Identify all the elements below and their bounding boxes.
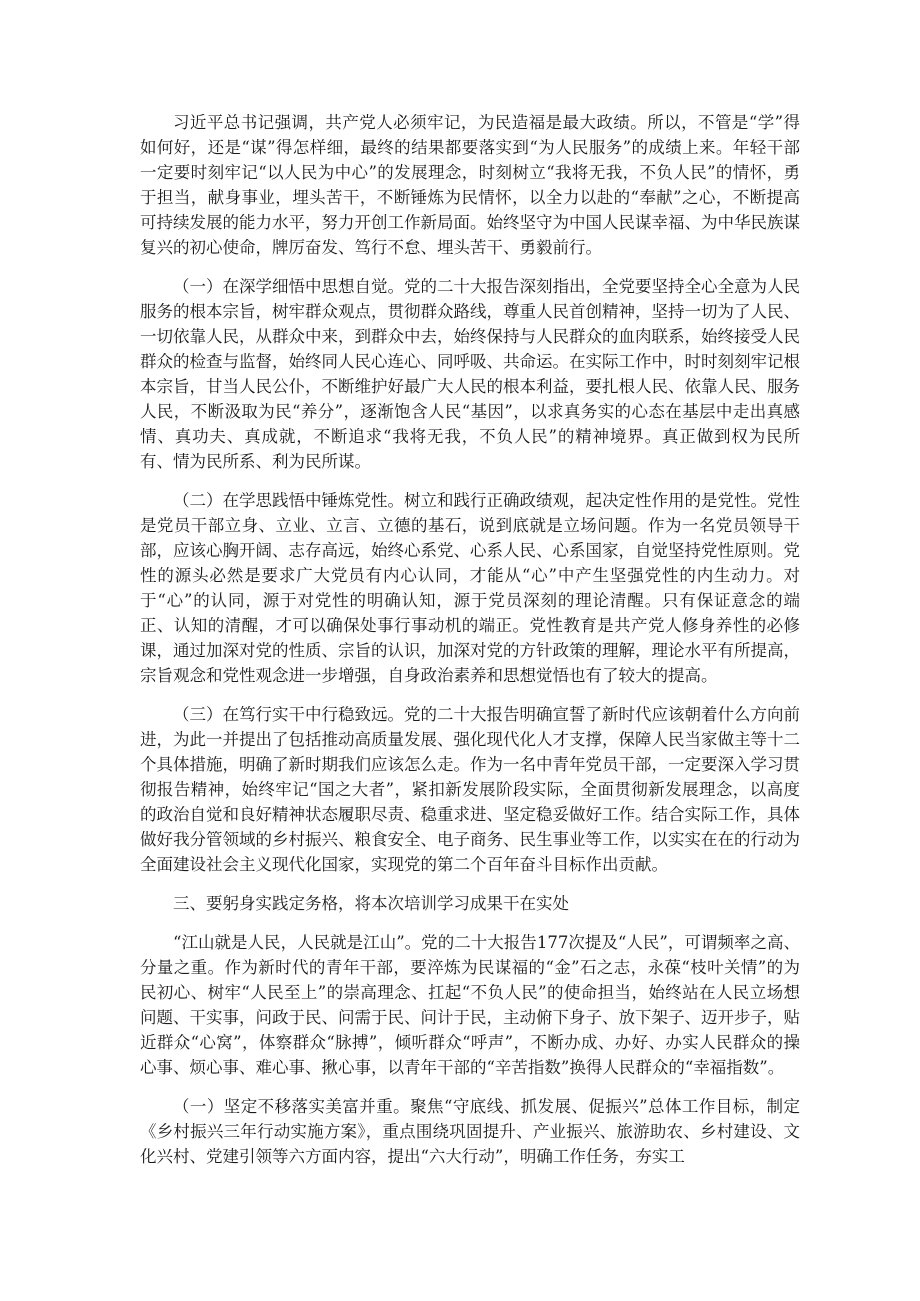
document-body [140, 110, 800, 1183]
section-heading-3: 三、要躬身实践定务格，将本次培训学习成果干在实处 [173, 894, 569, 913]
paragraph-section-1-2: （二）在学思践悟中锤炼党性。树立和践行正确政绩观，起决定性作用的是党性。党性是党员干部立身、立业、立言、立德的基石，说到底就是立场问题。作为一名党员领导干部，应该心胸开阔、志存高远，始终心系党、心系人民、心系国家，自觉坚持党性原则。党性的源头必然是要求广大党员有内心认同，才能从“心”中产生坚强党性的内生动力。对于“心”的认同，源于对党性的明确认知，源于党员深刻的理论清醒。只有保证意念的端正、认知的清醒，才可以确保处事行事动机的端正。党性教育是共产党人修身养性的必修课，通过加深对党的性质、宗旨的认识，加深对党的方针政策的理解，理论水平有所提高，宗旨观念和党性观念进一步增强，自身政治素养和思想觉悟也有了较大的提高。 [140, 491, 800, 685]
paragraph-intro: 习近平总书记强调，共产党人必须牢记，为民造福是最大政绩。所以，不管是“学”得如何好，还是“谋”得怎样细，最终的结果都要落实到“为人民服务”的成绩上来。年轻干部一定要时刻牢记“以人民为中心”的发展理念，时刻树立“我将无我，不负人民”的情怀，勇于担当，献身事业，埋头苦干，不断锤炼为民情怀，以全力以赴的“奉献”之心，不断提高可持续发展的能力水平，努力开创工作新局面。始终坚守为中国人民谋幸福、为中华民族谋复兴的初心使命，牌厉奋发、笃行不怠、埋头苦干、勇毅前行。 [140, 113, 800, 257]
paragraph-section-1-3: （三）在笃行实干中行稳致远。党的二十大报告明确宣誓了新时代应该朝着什么方向前进，为此一并提出了包括推动高质量发展、强化现代化人才支撑，保障人民当家做主等十二个具体措施，明确了新时期我们应该怎么走。作为一名中青年党员干部，一定要深入学习贯彻报告精神，始终牢记“国之大者”，紧扣新发展阶段实际，全面贯彻新发展理念，以高度的政治自觉和良好精神状态履职尽责、稳重求进、坚定稳妥做好工作。结合实际工作，具体做好我分管领域的乡村振兴、粮食安全、电子商务、民生事业等工作，以实实在在的行动为全面建设社会主义现代化国家，实现党的第二个百年奋斗目标作出贡献。 [140, 705, 800, 874]
paragraph-section-3-1: （一）坚定不移落实美富并重。聚焦“守底线、抓发展、促振兴”总体工作目标，制定《乡村振兴三年行动实施方案》，重点围绕巩固提升、产业振兴、旅游助农、乡村建设、文化兴村、党建引领等六方面内容，提出“六大行动”，明确工作任务，夯实工 [140, 1097, 800, 1166]
paragraph-section-1-1: （一）在深学细悟中思想自觉。党的二十大报告深刻指出，全党要坚持全心全意为人民服务的根本宗旨，树牢群众观点，贯彻群众路线，尊重人民首创精神，坚持一切为了人民、一切依靠人民，从群众中来，到群众中去，始终保持与人民群众的血肉联系，始终接受人民群众的检查与监督，始终同人民心连心、同呼吸、共命运。在实际工作中，时时刻刻牢记根本宗旨，甘当人民公仆，不断维护好最广大人民的根本利益，要扎根人民、依靠人民、服务人民，不断汲取为民“养分”，逐渐饱含人民“基因”，以求真务实的心态在基层中走出真感情、真功夫、真成就，不断追求“我将无我，不负人民”的精神境界。真正做到权为民所有、情为民所系、利为民所谋。 [140, 277, 800, 471]
paragraph-section-3-intro: “江山就是人民，人民就是江山”。党的二十大报告177次提及“人民”，可谓频率之高、分量之重。作为新时代的青年干部，要淬炼为民谋福的“金”石之志，永葆“枝叶关情”的为民初心、树牢“人民至上”的崇高理念、扛起“不负人民”的使命担当，始终站在人民立场想问题、干实事，问政于民、问需于民、问计于民，主动俯下身子、放下架子、迈开步子，贴近群众“心窝”，体察群众“脉搏”，倾听群众“呼声”，不断办成、办好、办实人民群众的操心事、烦心事、难心事、揪心事，以青年干部的“辛苦指数”换得人民群众的“幸福指数”。 [140, 933, 800, 1077]
